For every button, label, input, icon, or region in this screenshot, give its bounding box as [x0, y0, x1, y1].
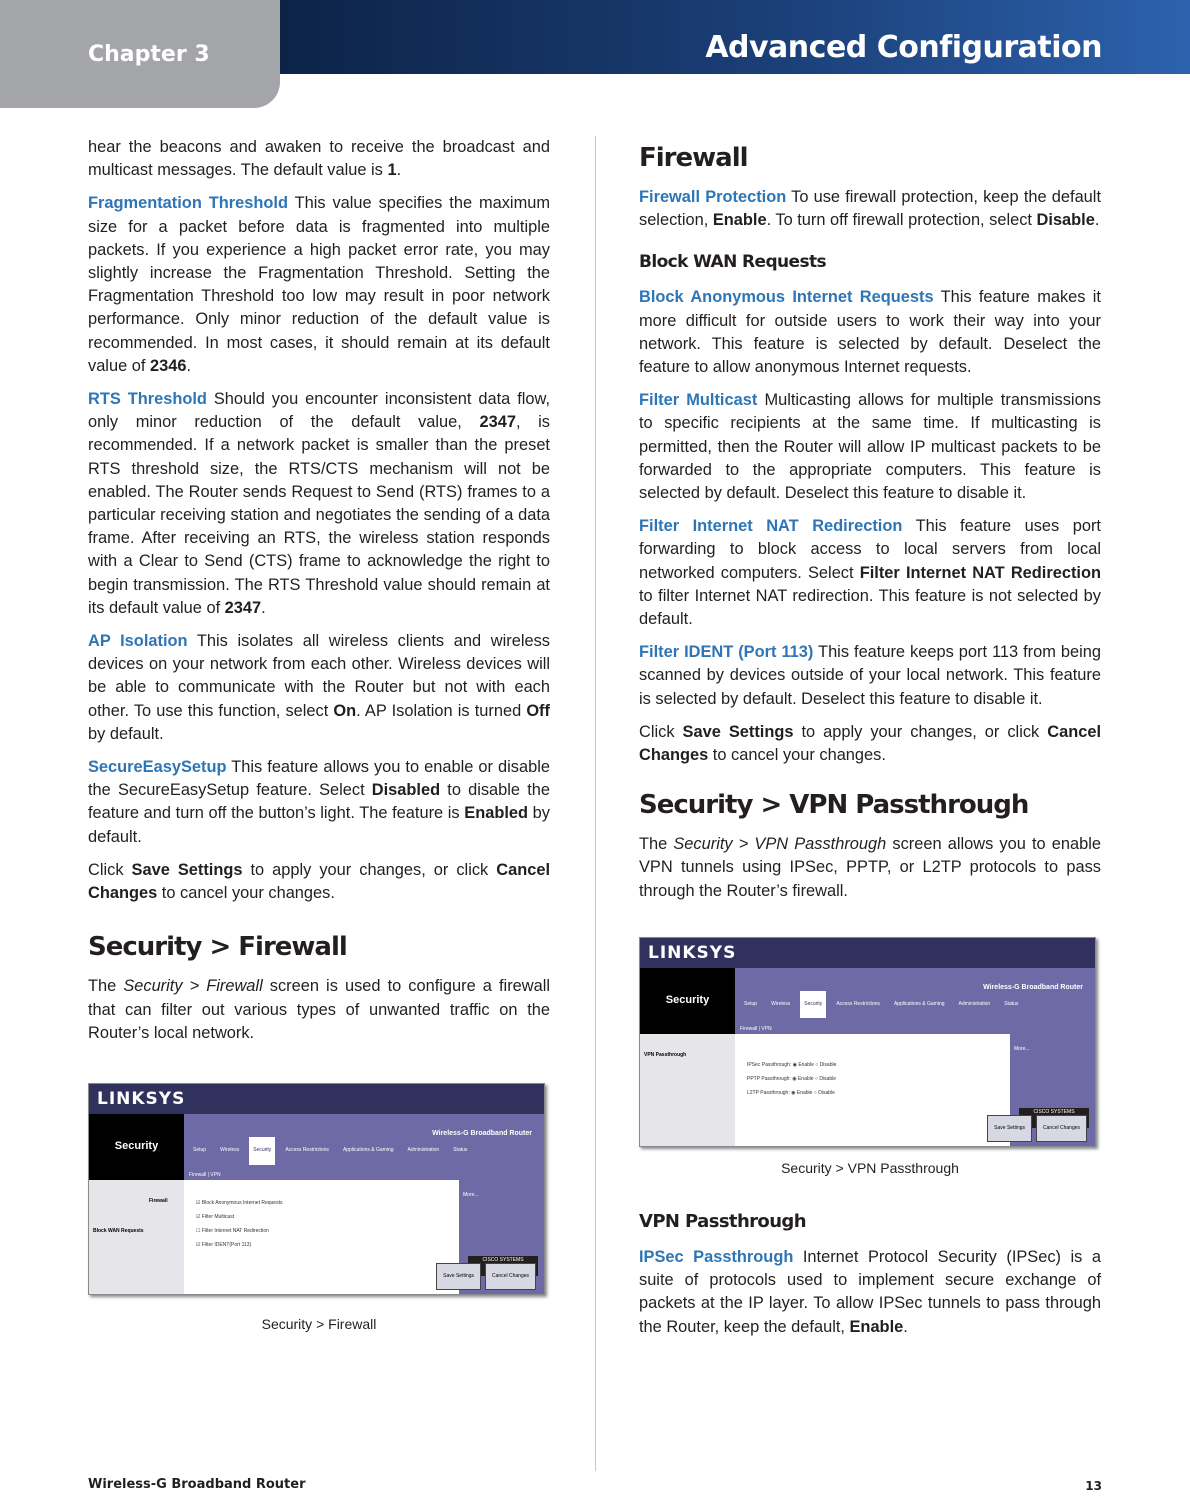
heading-block-wan: Block WAN Requests	[639, 252, 827, 273]
chapter-label: Chapter 3	[88, 42, 210, 67]
paragraph-ipsec: IPSec Passthrough Internet Protocol Security (IPSec) is a suite of protocols used to implement secure exchange of packets at the IP layer. To allow IPSec tunnels to pass through the Router, keep the default, Enable.	[639, 1248, 1101, 1336]
left-column	[88, 136, 550, 1336]
chapter-tab	[0, 0, 280, 108]
figure-firewall	[88, 1083, 550, 1336]
heading-vpn-passthrough: VPN Passthrough	[639, 1211, 806, 1233]
screenshot-vpn: LINKSYS Security Wireless-G Broadband Router Setup Wireless Security Access Restrictions Applications & Gaming Administration Status Firewall | VPN VPN Passthrough IPSec Passthrough: ◉ Enable ○ Disable PPTP Passthrough: ◉ Enable ○ Disable L2TP Passthrough: ◉ Enable ○ Disable More... CISCO SYSTEMS Save Settings Cancel Changes	[639, 937, 1096, 1147]
caption-vpn: Security > VPN Passthrough	[781, 1159, 959, 1176]
header-title: Advanced Configuration	[705, 30, 1102, 65]
paragraph-rts: RTS Threshold Should you encounter inconsistent data flow, only minor reduction of the default value, 2347, is recommended. If a network packet is smaller than the preset RTS threshold size, the RTS/CTS mechanism will not be enabled. The Router sends Request to Send (RTS) frames to a particular receiving station and negotiates the sending of a data frame. After receiving an RTS, the wireless station responds with a Clear to Send (CTS) frame to acknowledge the right to begin transmission. The RTS Threshold value should remain at its default value of 2347.	[88, 390, 550, 617]
caption-firewall: Security > Firewall	[261, 1315, 377, 1332]
paragraph-firewall-protection: Firewall Protection To use firewall protection, keep the default selection, Enable. To turn off firewall protection, select Disable.	[639, 188, 1101, 230]
paragraph-filter-multicast: Filter Multicast Multicasting allows for multiple transmissions to specific recipients at the same time. If multicasting is permitted, then the Router will allow IP multicast packets to be forwarded to the appropriate computers. This feature is selected by default. Deselect this feature to disable it.	[639, 391, 1101, 503]
paragraph-block-anonymous: Block Anonymous Internet Requests This feature makes it more difficult for outside users to work their way into your network. This feature is selected by default. Deselect the feature to allow anonymous Internet requests.	[639, 288, 1101, 377]
heading-firewall: Firewall	[639, 143, 748, 173]
screenshot-firewall: LINKSYS Security Wireless-G Broadband Router Setup Wireless Security Access Restrictions Applications & Gaming Administration Status Firewall | VPN Firewall Block WAN Requests ☑ Block Anonymous Internet Requests ☑ Filter Multicast ☐ Filter Internet NAT Redirection ☑ Filter IDENT(Port 113) More... CISCO SYSTEMS Save Settings Cancel Changes	[88, 1083, 545, 1295]
column-divider	[595, 136, 596, 1471]
paragraph-ap-isolation: AP Isolation This isolates all wireless clients and wireless devices on your network from each other. Wireless devices will be able to communicate with the Router but not with each other. To use this function, select On. AP Isolation is turned Off by default.	[88, 632, 550, 743]
heading-security-vpn: Security > VPN Passthrough	[639, 790, 1029, 821]
paragraph-filter-ident: Filter IDENT (Port 113) This feature keeps port 113 from being scanned by devices outside of your local network. This feature is selected by default. Deselect this feature to disable it.	[639, 643, 1101, 708]
heading-security-firewall: Security > Firewall	[88, 932, 347, 963]
right-column	[639, 136, 1101, 1349]
paragraph-fragmentation: Fragmentation Threshold This value specifies the maximum size for a packet before data is fragmented into multiple packets. If you experience a high packet error rate, you may slightly increase the Fragmentation Threshold. Setting the Fragmentation Threshold too low may result in poor network performance. Only minor reduction of the default value is recommended. In most cases, it should remain at its default value of 2346.	[88, 194, 550, 375]
paragraph-intro: hear the beacons and awaken to receive the broadcast and multicast messages. The default value is 1.	[88, 138, 550, 180]
footer-product: Wireless-G Broadband Router	[88, 1477, 306, 1492]
paragraph-vpn-intro: The Security > VPN Passthrough screen allows you to enable VPN tunnels using IPSec, PPTP, or L2TP protocols to pass through the Router’s firewall.	[639, 835, 1101, 900]
paragraph-save-cancel: Click Save Settings to apply your changes, or click Cancel Changes to cancel your changes.	[88, 860, 550, 903]
paragraph-save-cancel-right: Click Save Settings to apply your changes, or click Cancel Changes to cancel your changes.	[639, 722, 1101, 765]
footer-page-number: 13	[1085, 1479, 1102, 1493]
figure-vpn	[639, 937, 1101, 1180]
header-bar	[280, 0, 1190, 74]
paragraph-firewall-intro: The Security > Firewall screen is used to configure a firewall that can filter out various types of unwanted traffic on the Router’s local network.	[88, 977, 550, 1042]
paragraph-filter-nat: Filter Internet NAT Redirection This feature uses port forwarding to block access to local servers from local networked computers. Select Filter Internet NAT Redirection to filter Internet NAT redirection. This feature is not selected by default.	[639, 517, 1101, 629]
paragraph-secureeasysetup: SecureEasySetup This feature allows you to enable or disable the SecureEasySetup feature. Select Disabled to disable the feature and turn off the button’s light. The feature is Enabled by default.	[88, 758, 550, 846]
